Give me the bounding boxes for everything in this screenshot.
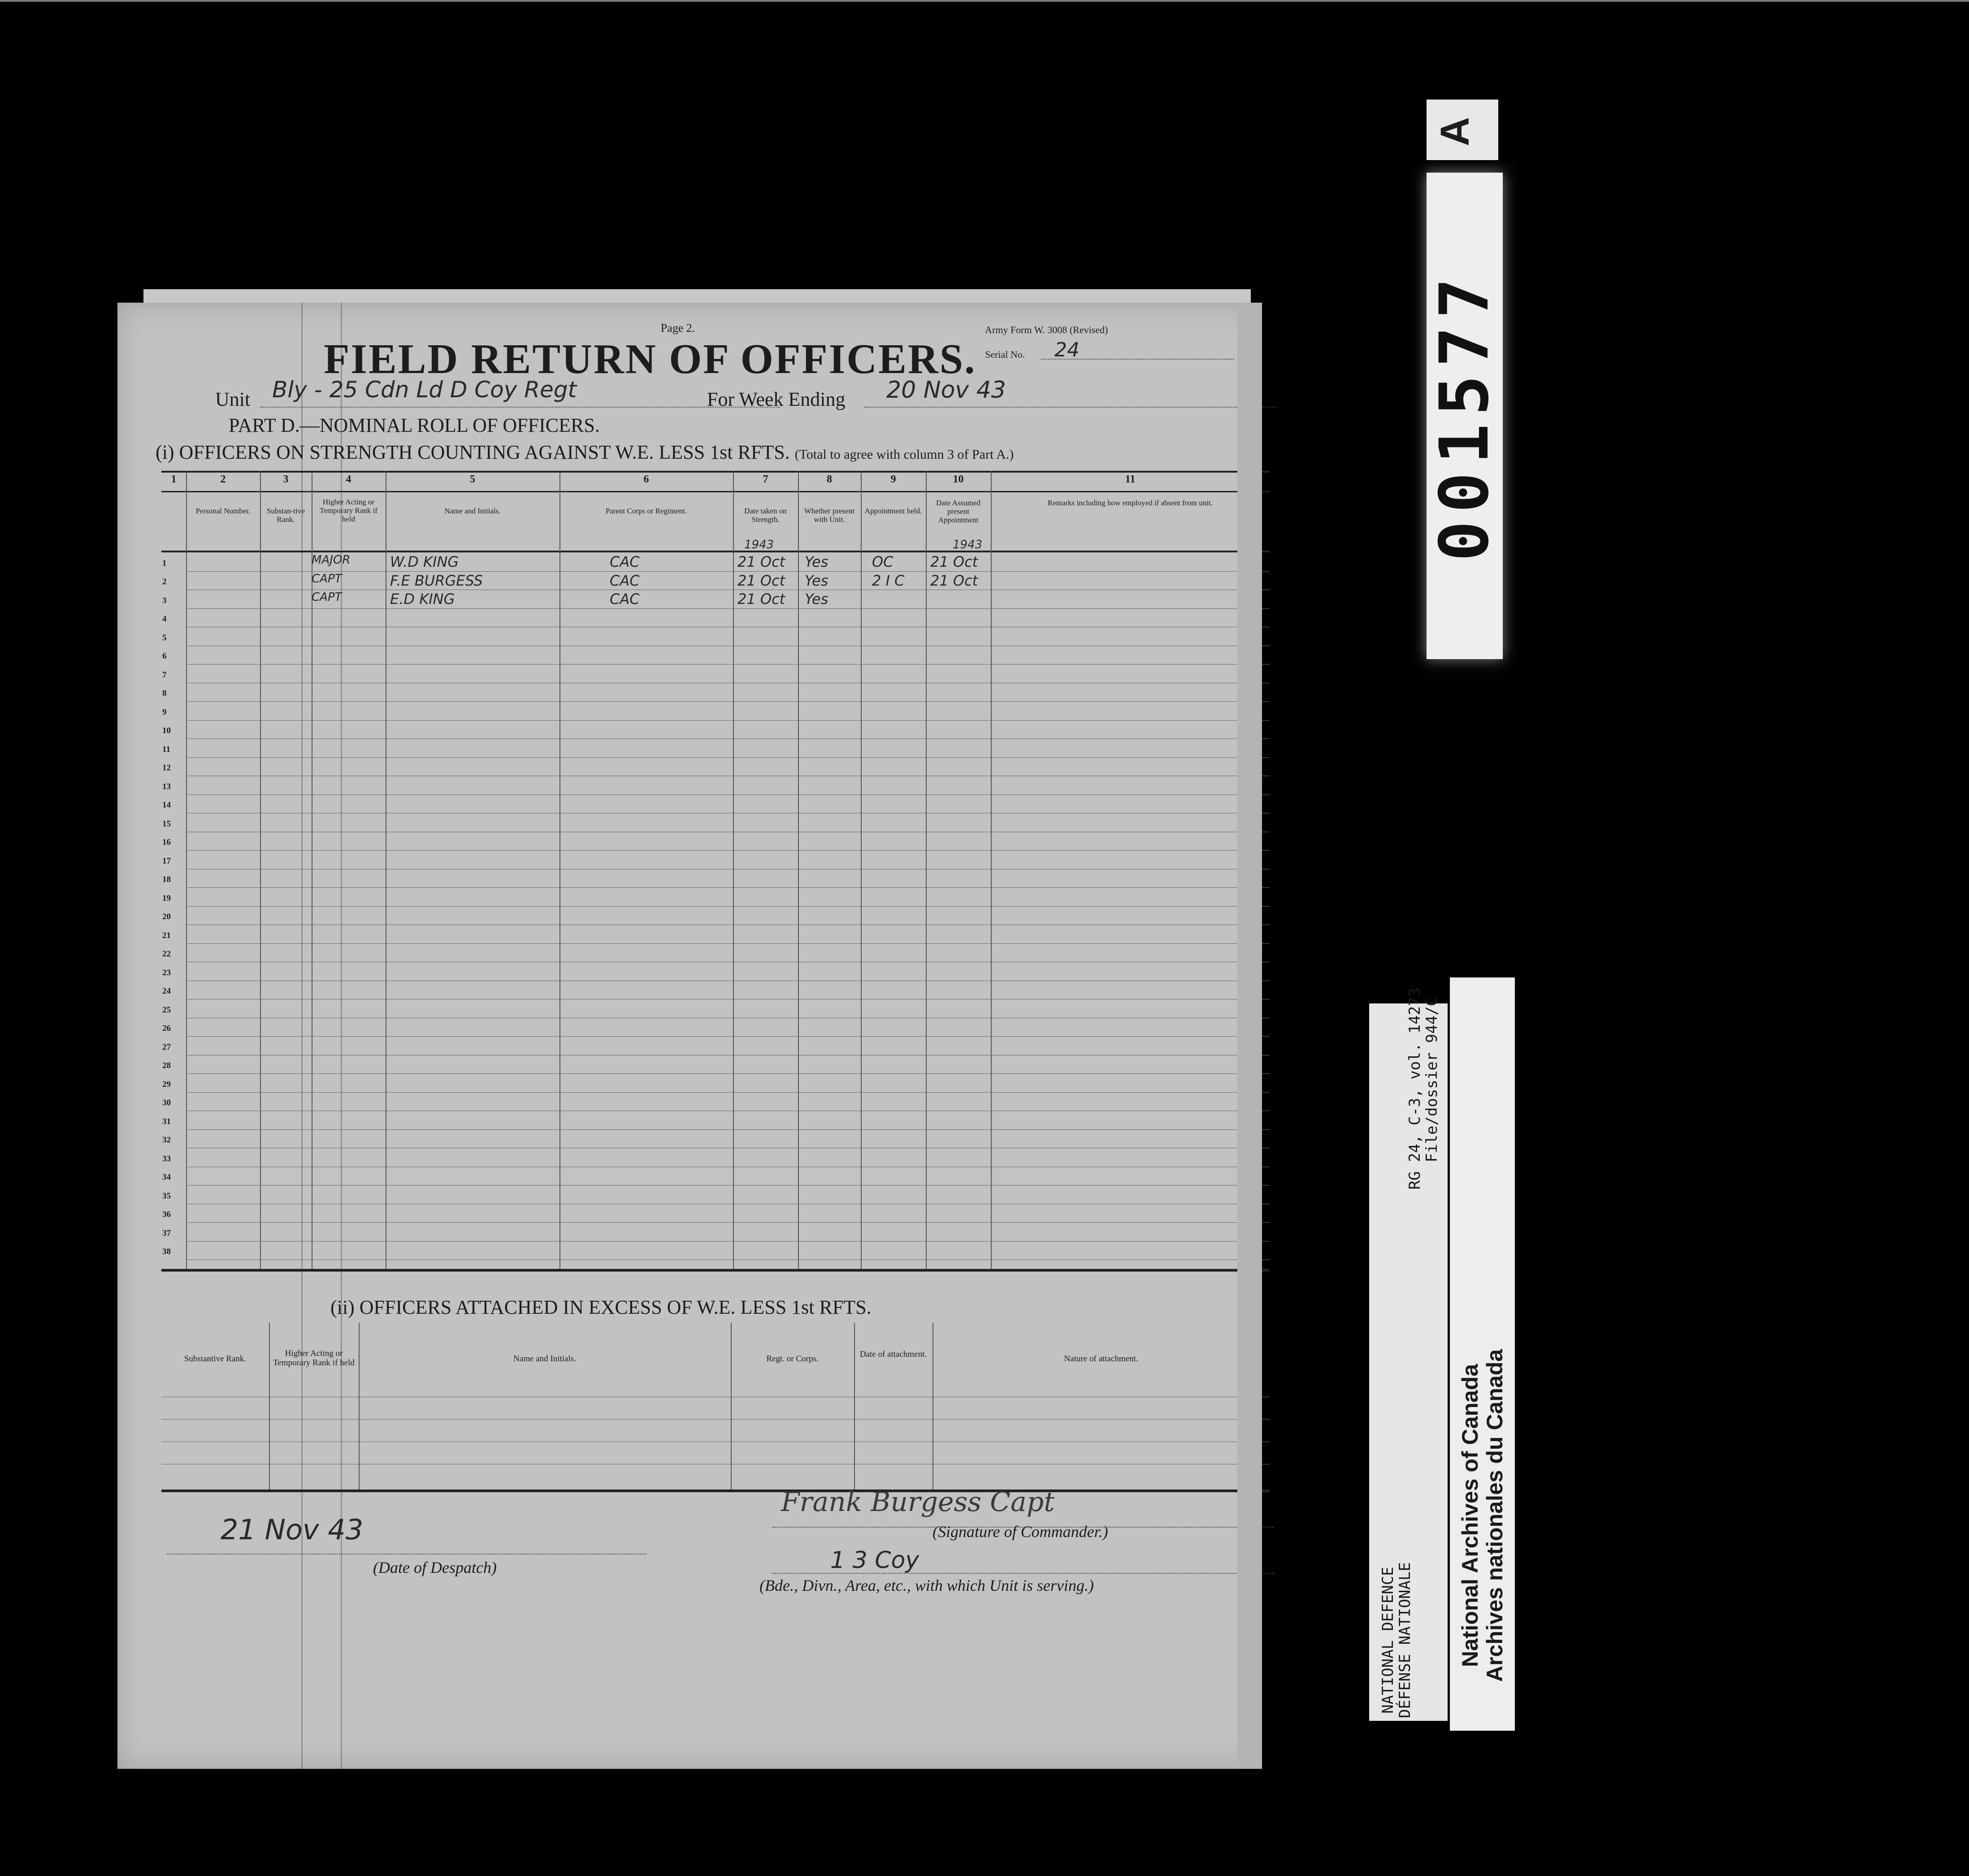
- row-number: 21: [162, 930, 171, 940]
- year-col10: 1943: [953, 538, 983, 552]
- nominal-roll-table: [161, 471, 1270, 1273]
- serial-label: Serial No.: [985, 349, 1025, 360]
- row-line: [186, 906, 1270, 907]
- col-number: 9: [890, 473, 896, 485]
- officer-appointment: 2 I C: [872, 572, 905, 589]
- row-number: 3: [162, 595, 167, 605]
- row-number: 11: [162, 744, 170, 754]
- serial-value: 24: [1054, 339, 1080, 361]
- row-number: 19: [162, 893, 171, 903]
- row-number: 13: [162, 782, 171, 791]
- row-number: 10: [162, 726, 171, 735]
- table2-bottom-rule: [161, 1490, 1270, 1492]
- despatch-date-value: 21 Nov 43: [221, 1513, 364, 1546]
- officer-rank: CAPT: [312, 591, 342, 604]
- officer-rank: CAPT: [312, 572, 342, 586]
- officer-name: W.D KING: [390, 553, 459, 570]
- col-header: Appointment held.: [864, 507, 922, 515]
- col-number: 5: [470, 473, 475, 485]
- row-number: 23: [162, 968, 171, 977]
- nd-line1: NATIONAL DEFENCE: [1379, 1567, 1397, 1714]
- row-number: 18: [162, 875, 171, 884]
- row-number: 27: [162, 1042, 171, 1052]
- column-rule: [269, 1323, 270, 1490]
- row-number: 14: [162, 800, 171, 810]
- col-header: Name and Initials.: [444, 507, 501, 515]
- column-rule: [932, 1323, 933, 1490]
- page-title: FIELD RETURN OF OFFICERS.: [324, 336, 976, 382]
- row-line: [186, 571, 1270, 572]
- col-number: 10: [953, 473, 964, 485]
- row-number: 28: [162, 1061, 171, 1070]
- na-line2: Archives nationales du Canada: [1482, 1349, 1507, 1682]
- officer-date-sos: 21 Oct: [737, 591, 785, 608]
- row-number: 37: [162, 1228, 171, 1238]
- row-line: [186, 1222, 1270, 1223]
- row-line: [186, 850, 1270, 851]
- row-number: 1: [162, 558, 167, 568]
- row-number: 24: [162, 986, 171, 996]
- bde-caption: (Bde., Divn., Area, etc., with which Unit is serving.): [759, 1576, 1094, 1594]
- row-line: [186, 1241, 1270, 1242]
- row-number: 25: [162, 1005, 171, 1015]
- frame-letter-tag: [1427, 100, 1498, 160]
- row-number: 17: [162, 856, 171, 866]
- col-number: 2: [220, 473, 226, 485]
- national-defence-label: [1369, 987, 1448, 1721]
- officer-name: E.D KING: [390, 591, 455, 608]
- commander-signature: Frank Burgess Capt: [781, 1486, 1055, 1518]
- col-header: Date Assumed present Appointment: [936, 499, 980, 524]
- attached-officers-table: [161, 1323, 1270, 1493]
- na-line1: National Archives of Canada: [1457, 1364, 1483, 1668]
- col-header: Regt. or Corps.: [766, 1354, 819, 1364]
- army-form-number: Army Form W. 3008 (Revised): [985, 324, 1108, 335]
- row-line: [186, 1092, 1270, 1093]
- officer-rank: MAJOR: [312, 553, 351, 567]
- column-rule: [731, 1323, 732, 1490]
- row-line: [161, 1419, 1270, 1420]
- col-number: 4: [346, 473, 351, 485]
- row-line: [186, 887, 1270, 888]
- col-header: Date of attachment.: [859, 1350, 927, 1359]
- bde-line: [772, 1573, 1274, 1574]
- officer-date-sos: 21 Oct: [737, 553, 785, 570]
- row-number: 35: [162, 1191, 171, 1201]
- col-header: Personal Number.: [195, 507, 251, 515]
- column-rule: [926, 471, 927, 1269]
- row-line: [186, 1129, 1270, 1130]
- row-number: 32: [162, 1135, 171, 1145]
- col-header: Substantive Rank.: [184, 1354, 247, 1364]
- row-number: 16: [162, 838, 171, 847]
- row-number: 36: [162, 1210, 171, 1219]
- col-number: 11: [1125, 473, 1136, 485]
- column-rule: [991, 471, 992, 1269]
- row-number: 12: [162, 763, 171, 773]
- reel-number: 001577: [1426, 270, 1504, 561]
- section1-title: (i) OFFICERS ON STRENGTH COUNTING AGAINST W.E. LESS 1st RFTS.: [156, 441, 790, 463]
- col-number: 6: [643, 473, 649, 485]
- col-number: 1: [171, 473, 177, 485]
- row-number: 20: [162, 912, 171, 921]
- column-rule: [733, 471, 734, 1269]
- column-rule: [854, 1323, 855, 1490]
- row-line: [186, 1185, 1270, 1186]
- column-rule: [186, 471, 187, 1269]
- col-number: 8: [827, 473, 832, 485]
- row-number: 5: [162, 633, 167, 643]
- col-header: Substan-tive Rank.: [267, 507, 305, 524]
- officer-name: F.E BURGESS: [390, 572, 483, 589]
- row-line: [186, 1036, 1270, 1037]
- rg-line1: RG 24, C-3, vol. 14273: [1406, 987, 1424, 1190]
- week-ending-label: For Week Ending: [707, 388, 846, 410]
- col-header: Date taken on Strength.: [744, 507, 787, 524]
- row-line: [186, 720, 1270, 721]
- officer-present: Yes: [805, 553, 828, 570]
- sheet-edge: [1237, 303, 1262, 1769]
- row-number: 4: [162, 614, 167, 624]
- col-header: Whether present with Unit.: [804, 507, 854, 524]
- table-top-rule: [161, 471, 1270, 473]
- national-archives-label: [1450, 977, 1515, 1731]
- officer-date-appt: 21 Oct: [930, 572, 978, 589]
- section2-heading: (ii) OFFICERS ATTACHED IN EXCESS OF W.E. LESS 1st RFTS.: [330, 1296, 872, 1318]
- table-bottom-rule: [161, 1269, 1270, 1272]
- signature-caption: (Signature of Commander.): [932, 1523, 1108, 1541]
- col-header: Higher Acting or Temporary Rank if held: [273, 1349, 355, 1368]
- rg-line2: File/dossier 944/C: [1423, 997, 1441, 1163]
- reel-number-tag: [1427, 173, 1503, 659]
- col-number: 3: [283, 473, 289, 485]
- week-ending-line: [864, 407, 1276, 408]
- row-number: 34: [162, 1172, 171, 1182]
- officer-present: Yes: [805, 572, 828, 589]
- row-number: 8: [162, 689, 167, 698]
- row-line: [186, 608, 1270, 609]
- form-sheet: [117, 303, 1261, 1769]
- officer-date-sos: 21 Oct: [737, 572, 785, 589]
- row-line: [186, 1073, 1270, 1074]
- section1-note: (Total to agree with column 3 of Part A.): [794, 447, 1014, 462]
- unit-value: Bly - 25 Cdn Ld D Coy Regt: [272, 377, 577, 403]
- section1-heading: [156, 441, 1014, 464]
- row-number: 38: [162, 1247, 171, 1256]
- year-col7: 1943: [744, 538, 774, 552]
- unit-line: [260, 407, 780, 408]
- col-header: Nature of attachment.: [1064, 1354, 1138, 1364]
- bde-value: 1 3 Coy: [830, 1547, 919, 1574]
- officer-corps: CAC: [610, 591, 640, 608]
- officer-appointment: OC: [872, 553, 893, 570]
- row-number: 30: [162, 1098, 171, 1107]
- officer-present: Yes: [805, 591, 828, 608]
- row-line: [186, 701, 1270, 702]
- unit-label: Unit: [215, 388, 251, 410]
- col-header: Name and Initials.: [513, 1354, 576, 1364]
- officer-corps: CAC: [610, 553, 640, 570]
- row-number: 6: [162, 651, 167, 661]
- frame-letter: A: [1433, 117, 1478, 146]
- table-number-rule: [161, 491, 1270, 492]
- column-rule: [798, 471, 799, 1269]
- top-rule: [0, 0, 1969, 2]
- row-line: [186, 738, 1270, 739]
- table-header-rule: [161, 551, 1270, 552]
- row-number: 15: [162, 819, 171, 829]
- despatch-line: [167, 1554, 646, 1555]
- nd-line2: DÉFENSE NATIONALE: [1396, 1562, 1414, 1718]
- col-number: 7: [763, 473, 768, 485]
- row-line: [186, 1259, 1270, 1260]
- col-header: Remarks including how employed if absent from unit.: [1047, 499, 1213, 507]
- col-header: Higher Acting or Temporary Rank if held: [319, 498, 378, 523]
- column-rule: [359, 1323, 360, 1490]
- part-d-heading: PART D.—NOMINAL ROLL OF OFFICERS.: [229, 414, 600, 436]
- week-ending-value: 20 Nov 43: [886, 377, 1006, 404]
- row-number: 9: [162, 707, 167, 717]
- row-number: 22: [162, 949, 171, 959]
- col-header: Parent Corps or Regiment.: [605, 507, 687, 515]
- column-rule: [559, 471, 560, 1269]
- row-line: [186, 943, 1270, 944]
- column-rule: [861, 471, 862, 1269]
- row-number: 26: [162, 1024, 171, 1033]
- row-number: 29: [162, 1079, 171, 1089]
- row-number: 33: [162, 1154, 171, 1164]
- page-label: Page 2.: [660, 321, 695, 334]
- officer-date-appt: 21 Oct: [930, 553, 978, 570]
- row-number: 31: [162, 1116, 171, 1126]
- row-number: 2: [162, 577, 167, 586]
- despatch-caption: (Date of Despatch): [373, 1559, 497, 1576]
- column-rule: [260, 471, 261, 1269]
- row-line: [186, 757, 1270, 758]
- row-number: 7: [162, 670, 167, 680]
- officer-corps: CAC: [610, 572, 640, 589]
